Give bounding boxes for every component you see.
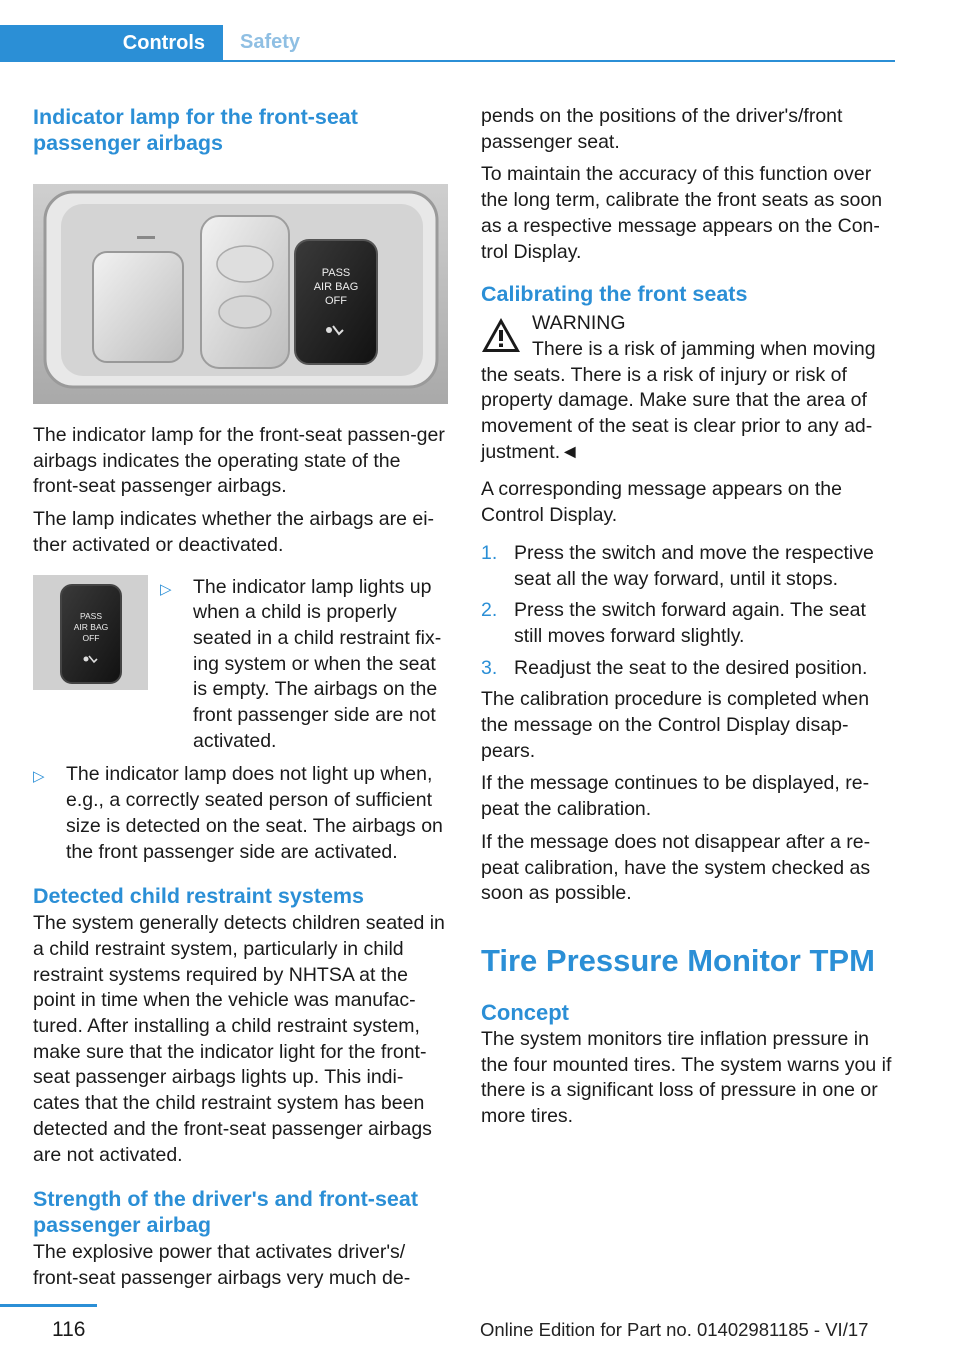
- section-title-tpm: Tire Pressure Monitor TPM: [481, 942, 875, 978]
- heading-airbag-strength: Strength of the driver's and front-seat passenger airbag: [33, 1187, 418, 1238]
- page-number: 116: [52, 1318, 86, 1341]
- left-column: [33, 104, 448, 1299]
- panel-label-line1: PASS: [321, 267, 351, 279]
- airbag-off-lamp-thumbnail: [33, 575, 148, 690]
- step-number: 3.: [481, 656, 498, 679]
- paragraph-system-check: If the message does not disappear after a re-peat calibration, have the system checked as soon as possible.: [481, 830, 871, 905]
- heading-child-restraint: Detected child restraint systems: [33, 884, 364, 909]
- bullet-lamp-lights-up: [160, 575, 448, 755]
- heading-calibrating-seats: Calibrating the front seats: [481, 282, 748, 307]
- step-3: [481, 656, 896, 682]
- header-rule: [0, 60, 895, 62]
- warning-block: [481, 311, 896, 362]
- paragraph-calibrate-advice: To maintain the accuracy of this function over the long term, calibrate the front seats as soon as a respective message appears on the Con-trol Display.: [481, 163, 883, 263]
- bullet-text: The indicator lamp does not light up when, e.g., a correctly seated person of sufficient size is detected on the seat. The airbags on the front passenger side are activated.: [66, 763, 443, 863]
- step-1: [481, 541, 896, 592]
- thumb-label-line1: PASS: [79, 610, 103, 621]
- step-text: Press the switch forward again. The seat still moves forward slightly.: [514, 599, 866, 647]
- tab-controls[interactable]: Controls: [0, 25, 223, 62]
- step-text: Press the switch and move the respective seat all the way forward, until it stops.: [514, 541, 874, 590]
- step-2: [481, 598, 896, 649]
- airbag-panel-photo: [33, 184, 448, 404]
- paragraph-indicator-function: The indicator lamp for the front-seat passen-ger airbags indicates the operating state of the front-seat passenger airbags.: [33, 424, 445, 498]
- warning-text: the seats. There is a risk of injury or risk of property damage. Make sure that the area of movement of the seat is clear prior to any ad-justment.◄: [481, 363, 873, 463]
- paragraph-concept: The system monitors tire inflation pressure in the four mounted tires. The system warns you if there is a significant loss of pressure in one or more tires.: [481, 1027, 892, 1128]
- paragraph-seat-positions: pends on the positions of the driver's/front passenger seat.: [481, 105, 843, 153]
- heading-concept: Concept: [481, 999, 569, 1025]
- heading-indicator-lamp: Indicator lamp for the front-seat passenger airbags: [33, 105, 358, 155]
- footer-rule: [0, 1304, 97, 1307]
- edition-note: Online Edition for Part no. 01402981185 - VI/17: [480, 1319, 869, 1340]
- paragraph-repeat-calibration: If the message continues to be displayed, re-peat the calibration.: [481, 772, 870, 821]
- paragraph-message-appears: A corresponding message appears on the Control Display.: [481, 478, 842, 527]
- paragraph-airbag-strength: The explosive power that activates driver's/ front-seat passenger airbags very much de-: [33, 1241, 411, 1289]
- panel-label-line3: OFF: [325, 295, 347, 307]
- step-number: 1.: [481, 541, 498, 564]
- step-text: Readjust the seat to the desired position.: [514, 656, 868, 679]
- step-number: 2.: [481, 599, 498, 622]
- paragraph-calibration-complete: The calibration procedure is completed when the message on the Control Display disap-pears.: [481, 688, 870, 762]
- header-tabs: [0, 25, 895, 62]
- thumb-bullet-row: [33, 575, 448, 755]
- triangle-right-icon: ▷: [33, 768, 45, 786]
- tab-safety[interactable]: Safety: [240, 31, 301, 53]
- warning-title: WARNING: [532, 312, 626, 335]
- bullet-lamp-not-lit: [33, 762, 448, 865]
- panel-label-line2: AIR BAG: [313, 281, 359, 293]
- paragraph-child-restraint: The system generally detects children seated in a child restraint system, particularly in child restraint systems required by NHTSA at the point in time when the vehicle was manufac-tured. After installing a child restraint system, make sure that the indicator light for the front-seat passenger airbags lights up. This indi-cates that the child restraint system has been detected and the front-seat passenger airbags are not activated.: [33, 912, 445, 1166]
- warning-first-line: There is a risk of jamming when moving: [532, 337, 876, 360]
- warning-triangle-icon: [481, 317, 521, 353]
- thumb-label-line3: OFF: [82, 632, 100, 643]
- bullet-text: The indicator lamp lights up when a child is properly seated in a child restraint fix-ing system or when the seat is empty. The airbags on the front passenger side are not activated.: [193, 575, 442, 752]
- right-column: [481, 104, 896, 1137]
- paragraph-lamp-states: The lamp indicates whether the airbags are ei-ther activated or deactivated.: [33, 508, 435, 556]
- thumb-label-line2: AIR BAG: [73, 621, 109, 632]
- triangle-right-icon: ▷: [160, 580, 172, 598]
